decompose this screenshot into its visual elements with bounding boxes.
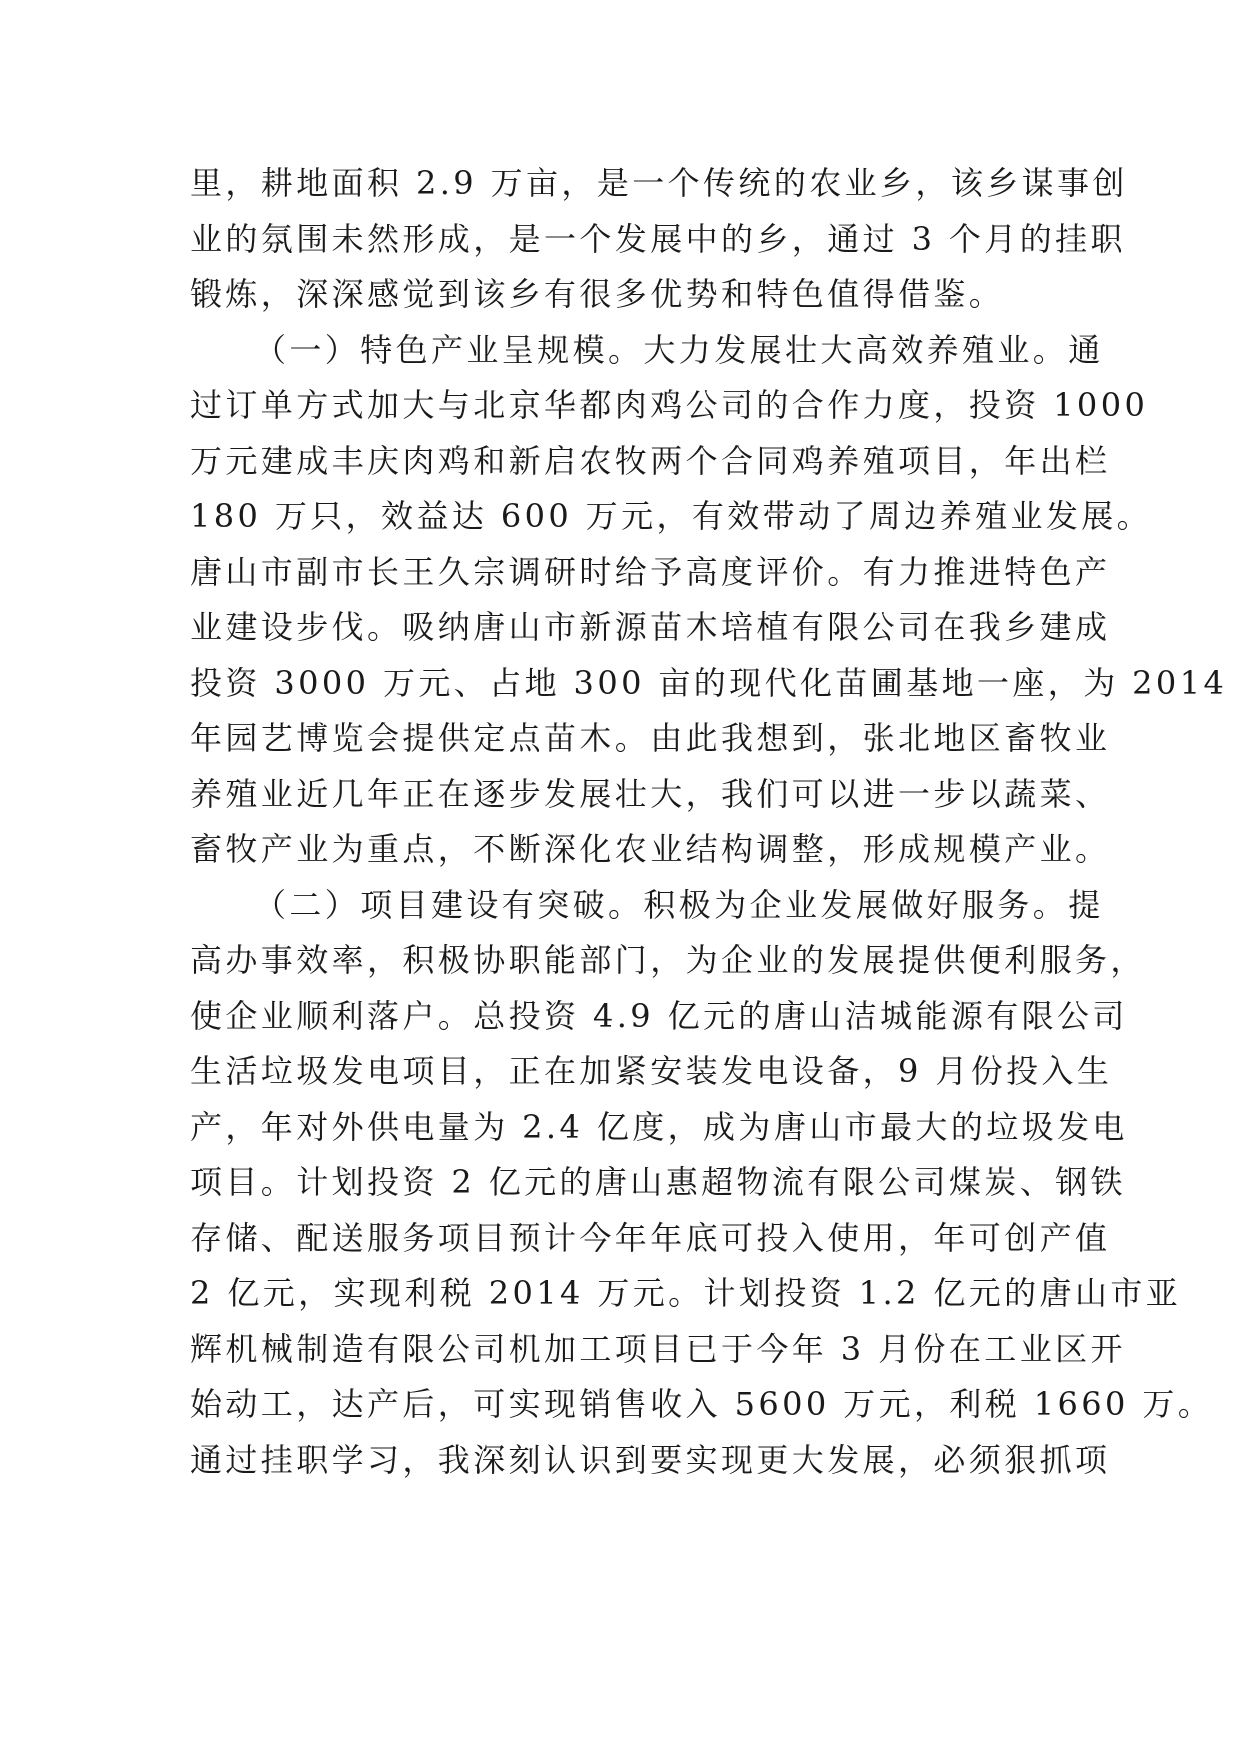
text-line: 生活垃圾发电项目，正在加紧安装发电设备，9 月份投入生 [190, 1052, 1113, 1090]
text-line: 使企业顺利落户。总投资 4.9 亿元的唐山洁城能源有限公司 [190, 996, 1128, 1035]
text-line: 180 万只，效益达 600 万元，有效带动了周边养殖业发展。 [190, 497, 1153, 535]
text-line: 里，耕地面积 2.9 万亩，是一个传统的农业乡，该乡谋事创 [190, 164, 1128, 202]
body-text [190, 156, 1228, 1488]
text-line: 业建设步伐。吸纳唐山市新源苗木培植有限公司在我乡建成 [190, 608, 1111, 646]
text-line: 存储、配送服务项目预计今年年底可投入使用，年可创产值 [190, 1218, 1111, 1257]
text-line: 养殖业近几年正在逐步发展壮大，我们可以进一步以蔬菜、 [190, 774, 1111, 813]
text-line: 业的氛围未然形成，是一个发展中的乡，通过 3 个月的挂职 [190, 219, 1126, 258]
text-line: 项目。计划投资 2 亿元的唐山惠超物流有限公司煤炭、钢铁 [190, 1163, 1126, 1201]
text-line: 高办事效率，积极协职能部门，为企业的发展提供便利服务， [190, 941, 1146, 979]
text-line: 万元建成丰庆肉鸡和新启农牧两个合同鸡养殖项目，年出栏 [190, 441, 1111, 480]
paragraph-start-line: （二）项目建设有突破。积极为企业发展做好服务。提 [254, 885, 1104, 924]
text-line: 2 亿元，实现利税 2014 万元。计划投资 1.2 亿元的唐山市亚 [190, 1274, 1182, 1312]
text-line: 过订单方式加大与北京华都肉鸡公司的合作力度，投资 1000 [190, 386, 1149, 424]
paragraph-start-line: （一）特色产业呈规模。大力发展壮大高效养殖业。通 [254, 330, 1104, 369]
text-line: 通过挂职学习，我深刻认识到要实现更大发展，必须狠抓项 [190, 1440, 1111, 1479]
text-line: 年园艺博览会提供定点苗木。由此我想到，张北地区畜牧业 [190, 719, 1111, 757]
text-line: 锻炼，深深感觉到该乡有很多优势和特色值得借鉴。 [190, 275, 1005, 313]
text-line: 畜牧产业为重点，不断深化农业结构调整，形成规模产业。 [190, 830, 1111, 868]
text-line: 始动工，达产后，可实现销售收入 5600 万元，利税 1660 万。 [190, 1385, 1214, 1423]
text-line: 产，年对外供电量为 2.4 亿度，成为唐山市最大的垃圾发电 [190, 1107, 1128, 1146]
text-line: 辉机械制造有限公司机加工项目已于今年 3 月份在工业区开 [190, 1329, 1126, 1368]
text-line: 投资 3000 万元、占地 300 亩的现代化苗圃基地一座，为 2014 [190, 663, 1228, 702]
text-line: 唐山市副市长王久宗调研时给予高度评价。有力推进特色产 [190, 552, 1111, 591]
